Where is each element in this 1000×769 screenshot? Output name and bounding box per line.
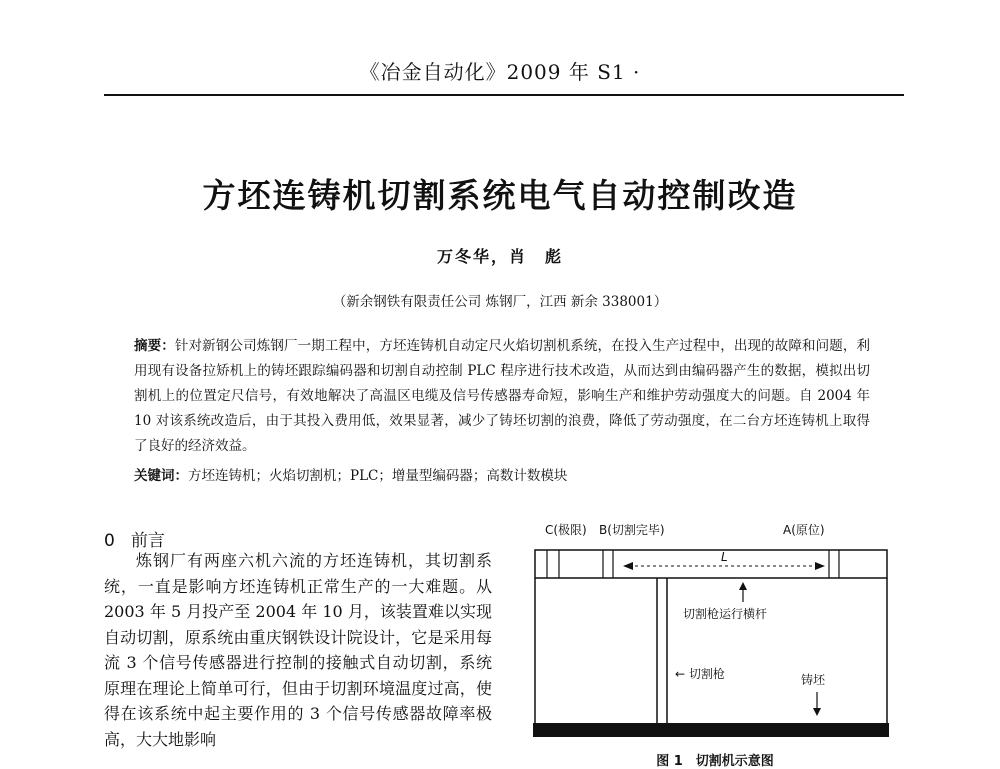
body-paragraph: 炼钢厂有两座六机六流的方坯连铸机，其切割系统，一直是影响方坯连铸机正常生产的一大难题。从 2003 年 5 月投产至 2004 年 10 月，该装置难以实现自动切割，原系统由重庆钢铁设计院设计，它是采用每流 3 个信号传感器进行控制的接触式自动切割，系统原理在理论上简单可行，但由于切割环境温度过高，使得在该系统中起主要作用的 3 个信号传感器故障率极高，大大地影响 xyxy=(104,551,492,749)
keywords-label: 关键词： xyxy=(134,468,188,484)
arrow-left-icon xyxy=(623,562,633,570)
journal-name: 《冶金自动化》2009 年 S1 xyxy=(359,60,626,84)
affiliation: （新余钢铁有限责任公司 炼钢厂，江西 新余 338001） xyxy=(332,294,668,310)
cutting-machine-diagram xyxy=(525,518,905,760)
section-number: 0 xyxy=(104,531,115,551)
label-distance-l: L xyxy=(721,550,728,564)
label-a-home: A(原位) xyxy=(783,523,825,537)
label-b-cut-done: B(切割完毕) xyxy=(599,523,665,537)
header-rule xyxy=(104,94,904,96)
arrow-up-icon xyxy=(739,582,747,590)
crossbar-frame xyxy=(535,550,887,578)
abstract-label: 摘要： xyxy=(134,338,175,354)
header-mark: · xyxy=(633,60,641,84)
section-body xyxy=(104,548,492,752)
label-crossbar: 切割枪运行横杆 xyxy=(683,607,768,621)
arrow-down-icon xyxy=(813,708,821,716)
roller-table xyxy=(533,723,889,737)
label-torch: ← 切割枪 xyxy=(675,667,725,681)
label-billet: 铸坯 xyxy=(801,673,826,687)
authors: 万冬华，肖 彪 xyxy=(436,247,563,266)
abstract xyxy=(134,334,870,459)
arrow-right-icon xyxy=(815,562,825,570)
paper-title: 方坯连铸机切割系统电气自动控制改造 xyxy=(202,176,798,215)
figure-caption: 图 1 切割机示意图 xyxy=(656,754,774,769)
abstract-text: 针对新钢公司炼钢厂一期工程中，方坯连铸机自动定尺火焰切割机系统，在投入生产过程中，出现的故障和问题，利用现有设备拉矫机上的铸坯跟踪编码器和切割自动控制 PLC 程序进行技术改造，从而达到由编码器产生的数据，模拟出切割机上的位置定尺信号，有效地解决了高温区电缆及信号传感器寿命短，影响生产和维护劳动强度大的问题。自 2004 年 10 对该系统改造后，由于其投入费用低，效果显著，减少了铸坯切割的浪费，降低了劳动强度，在二台方坯连铸机上取得了良好的经济效益。 xyxy=(134,338,871,454)
journal-header xyxy=(0,56,1000,85)
keywords xyxy=(134,466,870,486)
label-c-limit: C(极限) xyxy=(545,523,587,537)
section-title: 前言 xyxy=(130,531,165,551)
keywords-text: 方坯连铸机；火焰切割机；PLC；增量型编码器；高数计数模块 xyxy=(188,468,568,484)
